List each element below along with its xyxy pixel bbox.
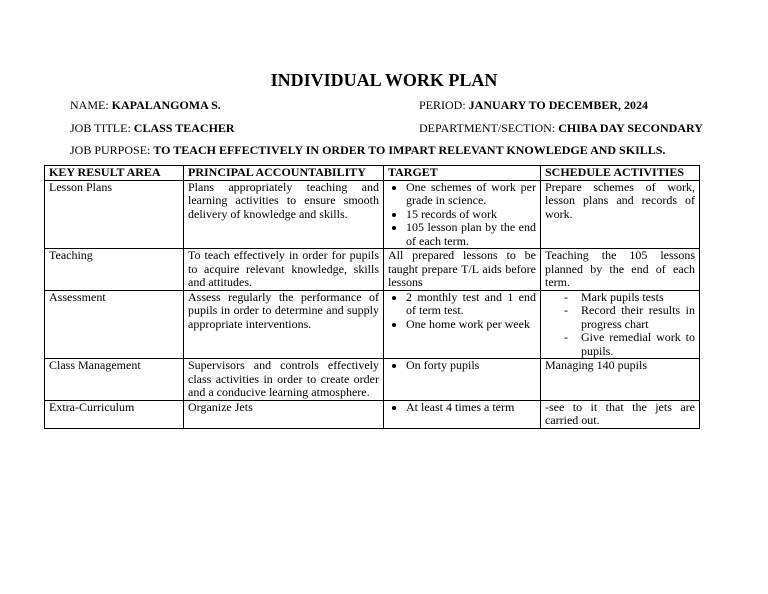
cell-schedule: Teaching the 105 lessons planned by the end of each term. (541, 249, 700, 291)
cell-schedule (541, 290, 700, 359)
period-value: JANUARY TO DECEMBER, 2024 (468, 98, 649, 112)
table-row (45, 400, 700, 428)
cell-area: Class Management (45, 359, 184, 401)
target-item: • At least 4 times a term (406, 401, 536, 415)
target-item: • One schemes of work per grade in science. (406, 181, 536, 208)
name-label: NAME: (70, 98, 112, 112)
job-title-label: JOB TITLE: (70, 121, 134, 135)
department-value: CHIBA DAY SECONDARY (558, 121, 703, 135)
cell-accountability: Plans appropriately teaching and learning activities to ensure smooth delivery of knowledge and skills. (184, 180, 384, 249)
department-label: DEPARTMENT/SECTION: (419, 121, 559, 135)
cell-accountability: Assess regularly the performance of pupils in order to determine and supply appropriate interventions. (184, 290, 384, 359)
job-purpose-field (70, 143, 665, 158)
cell-accountability: Supervisors and controls effectively class activities in order to create order and a conducive learning atmosphere. (184, 359, 384, 401)
target-list (388, 401, 536, 415)
cell-area: Teaching (45, 249, 184, 291)
table-row (45, 180, 700, 249)
name-field (70, 98, 221, 113)
period-label: PERIOD: (419, 98, 469, 112)
table-row (45, 249, 700, 291)
work-plan-table (44, 165, 700, 429)
cell-target (384, 290, 541, 359)
document-title: INDIVIDUAL WORK PLAN (270, 70, 498, 90)
table-header-row (45, 166, 700, 181)
header-principal-accountability: PRINCIPAL ACCOUNTABILITY (184, 166, 384, 181)
header-key-result-area: KEY RESULT AREA (45, 166, 184, 181)
header-schedule-activities: SCHEDULE ACTIVITIES (541, 166, 700, 181)
schedule-list (545, 291, 695, 359)
target-item: • On forty pupils (406, 359, 536, 373)
period-field (419, 98, 648, 113)
target-item: • 105 lesson plan by the end of each term. (406, 221, 536, 248)
target-list (388, 359, 536, 373)
cell-target (384, 359, 541, 401)
cell-schedule: Managing 140 pupils (541, 359, 700, 401)
schedule-item: - Mark pupils tests (581, 291, 695, 305)
cell-area: Lesson Plans (45, 180, 184, 249)
target-list (388, 181, 536, 249)
cell-area: Assessment (45, 290, 184, 359)
cell-target: All prepared lessons to be taught prepare T/L aids before lessons (384, 249, 541, 291)
job-purpose-value: TO TEACH EFFECTIVELY IN ORDER TO IMPART RELEVANT KNOWLEDGE AND SKILLS. (153, 143, 666, 157)
table-row (45, 290, 700, 359)
schedule-item: - Give remedial work to pupils. (581, 331, 695, 358)
cell-accountability: Organize Jets (184, 400, 384, 428)
cell-schedule: -see to it that the jets are carried out. (541, 400, 700, 428)
table-row (45, 359, 700, 401)
target-item: • 2 monthly test and 1 end of term test. (406, 291, 536, 318)
job-title-value: CLASS TEACHER (133, 121, 235, 135)
cell-area: Extra-Curriculum (45, 400, 184, 428)
department-field (419, 121, 703, 136)
schedule-item: - Record their results in progress chart (581, 304, 695, 331)
cell-target (384, 400, 541, 428)
target-list (388, 291, 536, 332)
target-item: • 15 records of work (406, 208, 536, 222)
cell-schedule: Prepare schemes of work, lesson plans and records of work. (541, 180, 700, 249)
target-item: • One home work per week (406, 318, 536, 332)
job-purpose-label: JOB PURPOSE: (70, 143, 154, 157)
cell-target (384, 180, 541, 249)
cell-accountability: To teach effectively in order for pupils to acquire relevant knowledge, skills and attitudes. (184, 249, 384, 291)
job-title-field (70, 121, 235, 136)
header-target: TARGET (384, 166, 541, 181)
name-value: KAPALANGOMA S. (111, 98, 221, 112)
